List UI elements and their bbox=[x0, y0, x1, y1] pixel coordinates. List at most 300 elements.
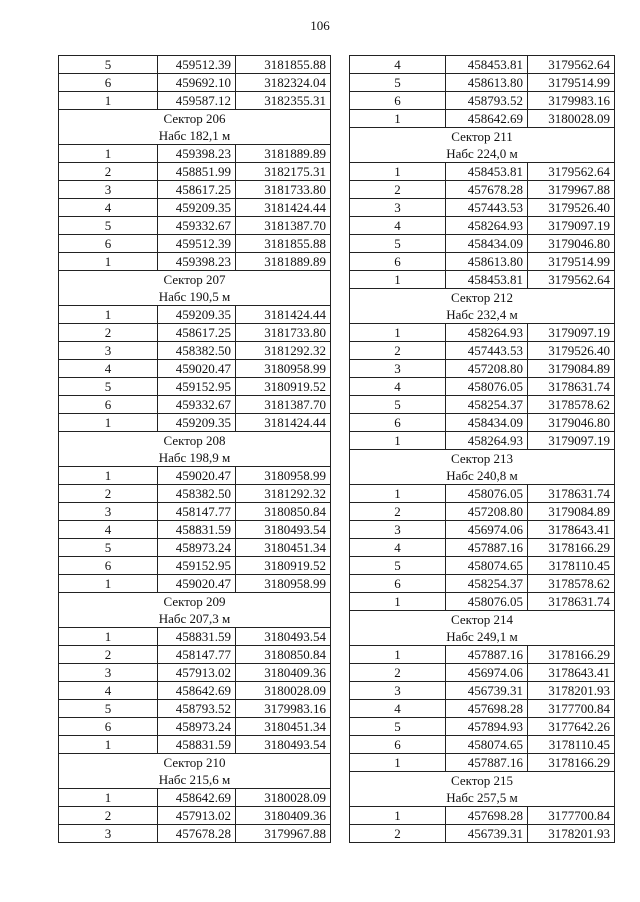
point-number-cell: 3 bbox=[59, 664, 158, 682]
table-row bbox=[59, 718, 331, 736]
y-coordinate-cell: 3181424.44 bbox=[236, 414, 331, 432]
x-coordinate-cell: 457698.28 bbox=[446, 807, 528, 825]
height-label-row bbox=[59, 288, 331, 306]
table-row bbox=[59, 521, 331, 539]
point-number-cell: 6 bbox=[350, 414, 446, 432]
x-coordinate-cell: 458831.59 bbox=[158, 628, 236, 646]
height-label: Набс 190,5 м bbox=[59, 288, 331, 306]
x-coordinate-cell: 458434.09 bbox=[446, 235, 528, 253]
point-number-cell: 4 bbox=[350, 378, 446, 396]
table-row bbox=[59, 700, 331, 718]
y-coordinate-cell: 3179046.80 bbox=[528, 414, 615, 432]
x-coordinate-cell: 458076.05 bbox=[446, 593, 528, 611]
point-number-cell: 3 bbox=[59, 825, 158, 843]
x-coordinate-cell: 458264.93 bbox=[446, 432, 528, 450]
table-row bbox=[59, 628, 331, 646]
sector-title: Сектор 208 bbox=[59, 432, 331, 450]
table-row bbox=[59, 485, 331, 503]
x-coordinate-cell: 456739.31 bbox=[446, 825, 528, 843]
x-coordinate-cell: 458973.24 bbox=[158, 718, 236, 736]
height-label-row bbox=[350, 789, 615, 807]
x-coordinate-cell: 458973.24 bbox=[158, 539, 236, 557]
y-coordinate-cell: 3179967.88 bbox=[236, 825, 331, 843]
table-row bbox=[350, 807, 615, 825]
table-row bbox=[59, 378, 331, 396]
point-number-cell: 2 bbox=[350, 181, 446, 199]
y-coordinate-cell: 3181292.32 bbox=[236, 342, 331, 360]
table-row bbox=[59, 682, 331, 700]
table-row bbox=[350, 825, 615, 843]
table-row bbox=[350, 664, 615, 682]
table-row bbox=[350, 485, 615, 503]
point-number-cell: 6 bbox=[59, 396, 158, 414]
y-coordinate-cell: 3181733.80 bbox=[236, 181, 331, 199]
point-number-cell: 3 bbox=[59, 503, 158, 521]
y-coordinate-cell: 3179514.99 bbox=[528, 74, 615, 92]
x-coordinate-cell: 459512.39 bbox=[158, 235, 236, 253]
x-coordinate-cell: 457208.80 bbox=[446, 503, 528, 521]
point-number-cell: 2 bbox=[59, 163, 158, 181]
height-label-row bbox=[350, 145, 615, 163]
coordinates-table-left bbox=[58, 55, 331, 843]
x-coordinate-cell: 459587.12 bbox=[158, 92, 236, 110]
height-label-row bbox=[59, 127, 331, 145]
y-coordinate-cell: 3179097.19 bbox=[528, 217, 615, 235]
y-coordinate-cell: 3180919.52 bbox=[236, 378, 331, 396]
point-number-cell: 1 bbox=[59, 789, 158, 807]
x-coordinate-cell: 459152.95 bbox=[158, 557, 236, 575]
table-row bbox=[350, 593, 615, 611]
y-coordinate-cell: 3179983.16 bbox=[236, 700, 331, 718]
y-coordinate-cell: 3180493.54 bbox=[236, 628, 331, 646]
sector-title-row bbox=[350, 128, 615, 146]
x-coordinate-cell: 459020.47 bbox=[158, 360, 236, 378]
point-number-cell: 5 bbox=[59, 539, 158, 557]
table-row bbox=[59, 324, 331, 342]
table-row bbox=[350, 235, 615, 253]
x-coordinate-cell: 457913.02 bbox=[158, 664, 236, 682]
y-coordinate-cell: 3178631.74 bbox=[528, 485, 615, 503]
table-row bbox=[59, 360, 331, 378]
point-number-cell: 5 bbox=[59, 56, 158, 74]
table-row bbox=[59, 646, 331, 664]
table-row bbox=[59, 467, 331, 485]
y-coordinate-cell: 3180850.84 bbox=[236, 646, 331, 664]
x-coordinate-cell: 458074.65 bbox=[446, 557, 528, 575]
x-coordinate-cell: 458147.77 bbox=[158, 646, 236, 664]
table-row bbox=[350, 360, 615, 378]
table-row bbox=[59, 181, 331, 199]
table-row bbox=[59, 217, 331, 235]
page-number: 106 bbox=[310, 18, 330, 33]
point-number-cell: 1 bbox=[59, 306, 158, 324]
y-coordinate-cell: 3179967.88 bbox=[528, 181, 615, 199]
height-label-row bbox=[350, 467, 615, 485]
y-coordinate-cell: 3182175.31 bbox=[236, 163, 331, 181]
point-number-cell: 1 bbox=[350, 593, 446, 611]
x-coordinate-cell: 458453.81 bbox=[446, 56, 528, 74]
table-row bbox=[59, 56, 331, 74]
point-number-cell: 1 bbox=[350, 485, 446, 503]
sector-title: Сектор 212 bbox=[350, 289, 615, 307]
point-number-cell: 5 bbox=[350, 718, 446, 736]
table-row bbox=[350, 163, 615, 181]
sector-title-row bbox=[59, 754, 331, 772]
x-coordinate-cell: 457698.28 bbox=[446, 700, 528, 718]
y-coordinate-cell: 3181424.44 bbox=[236, 306, 331, 324]
x-coordinate-cell: 457443.53 bbox=[446, 199, 528, 217]
table-row bbox=[350, 700, 615, 718]
x-coordinate-cell: 457913.02 bbox=[158, 807, 236, 825]
height-label: Набс 232,4 м bbox=[350, 306, 615, 324]
sector-title: Сектор 215 bbox=[350, 772, 615, 790]
height-label: Набс 257,5 м bbox=[350, 789, 615, 807]
table-row bbox=[59, 575, 331, 593]
point-number-cell: 4 bbox=[350, 56, 446, 74]
point-number-cell: 1 bbox=[59, 467, 158, 485]
x-coordinate-cell: 458831.59 bbox=[158, 736, 236, 754]
y-coordinate-cell: 3182355.31 bbox=[236, 92, 331, 110]
x-coordinate-cell: 457443.53 bbox=[446, 342, 528, 360]
table-row bbox=[350, 682, 615, 700]
point-number-cell: 6 bbox=[350, 575, 446, 593]
point-number-cell: 5 bbox=[350, 74, 446, 92]
sector-title: Сектор 210 bbox=[59, 754, 331, 772]
x-coordinate-cell: 459020.47 bbox=[158, 575, 236, 593]
point-number-cell: 3 bbox=[350, 199, 446, 217]
table-row bbox=[350, 575, 615, 593]
x-coordinate-cell: 459512.39 bbox=[158, 56, 236, 74]
x-coordinate-cell: 459020.47 bbox=[158, 467, 236, 485]
sector-title: Сектор 206 bbox=[59, 110, 331, 128]
y-coordinate-cell: 3180451.34 bbox=[236, 539, 331, 557]
y-coordinate-cell: 3178578.62 bbox=[528, 396, 615, 414]
y-coordinate-cell: 3178631.74 bbox=[528, 593, 615, 611]
point-number-cell: 1 bbox=[350, 324, 446, 342]
table-row bbox=[350, 557, 615, 575]
x-coordinate-cell: 457678.28 bbox=[158, 825, 236, 843]
table-row bbox=[350, 396, 615, 414]
table-row bbox=[350, 56, 615, 74]
table-row bbox=[59, 163, 331, 181]
point-number-cell: 4 bbox=[350, 700, 446, 718]
y-coordinate-cell: 3178166.29 bbox=[528, 754, 615, 772]
point-number-cell: 5 bbox=[59, 217, 158, 235]
y-coordinate-cell: 3178643.41 bbox=[528, 521, 615, 539]
x-coordinate-cell: 458617.25 bbox=[158, 181, 236, 199]
table-row bbox=[350, 539, 615, 557]
point-number-cell: 5 bbox=[59, 378, 158, 396]
x-coordinate-cell: 459152.95 bbox=[158, 378, 236, 396]
point-number-cell: 1 bbox=[350, 110, 446, 128]
height-label-row bbox=[59, 449, 331, 467]
table-row bbox=[350, 503, 615, 521]
table-row bbox=[59, 396, 331, 414]
point-number-cell: 1 bbox=[59, 628, 158, 646]
point-number-cell: 2 bbox=[59, 324, 158, 342]
x-coordinate-cell: 458434.09 bbox=[446, 414, 528, 432]
table-row bbox=[59, 503, 331, 521]
x-coordinate-cell: 458613.80 bbox=[446, 74, 528, 92]
point-number-cell: 4 bbox=[59, 199, 158, 217]
table-row bbox=[59, 74, 331, 92]
sector-title: Сектор 211 bbox=[350, 128, 615, 146]
point-number-cell: 2 bbox=[59, 807, 158, 825]
table-row bbox=[350, 646, 615, 664]
y-coordinate-cell: 3179084.89 bbox=[528, 360, 615, 378]
point-number-cell: 1 bbox=[350, 646, 446, 664]
table-row bbox=[350, 181, 615, 199]
table-row bbox=[350, 754, 615, 772]
y-coordinate-cell: 3181387.70 bbox=[236, 396, 331, 414]
x-coordinate-cell: 458254.37 bbox=[446, 396, 528, 414]
y-coordinate-cell: 3180028.09 bbox=[528, 110, 615, 128]
y-coordinate-cell: 3178631.74 bbox=[528, 378, 615, 396]
sector-title-row bbox=[350, 450, 615, 468]
y-coordinate-cell: 3179514.99 bbox=[528, 253, 615, 271]
x-coordinate-cell: 458453.81 bbox=[446, 163, 528, 181]
point-number-cell: 2 bbox=[59, 646, 158, 664]
y-coordinate-cell: 3178201.93 bbox=[528, 682, 615, 700]
table-row bbox=[350, 718, 615, 736]
point-number-cell: 6 bbox=[59, 718, 158, 736]
table-row bbox=[350, 110, 615, 128]
sector-title: Сектор 213 bbox=[350, 450, 615, 468]
table-row bbox=[350, 324, 615, 342]
table-row bbox=[350, 92, 615, 110]
table-row bbox=[59, 539, 331, 557]
x-coordinate-cell: 456739.31 bbox=[446, 682, 528, 700]
x-coordinate-cell: 458074.65 bbox=[446, 736, 528, 754]
y-coordinate-cell: 3178110.45 bbox=[528, 557, 615, 575]
sector-title: Сектор 207 bbox=[59, 271, 331, 289]
table-row bbox=[350, 378, 615, 396]
x-coordinate-cell: 457208.80 bbox=[446, 360, 528, 378]
y-coordinate-cell: 3181889.89 bbox=[236, 145, 331, 163]
table-row bbox=[59, 414, 331, 432]
y-coordinate-cell: 3179983.16 bbox=[528, 92, 615, 110]
x-coordinate-cell: 458851.99 bbox=[158, 163, 236, 181]
x-coordinate-cell: 458642.69 bbox=[158, 789, 236, 807]
table-row bbox=[350, 253, 615, 271]
height-label-row bbox=[350, 306, 615, 324]
y-coordinate-cell: 3177700.84 bbox=[528, 700, 615, 718]
coordinates-table-right-body bbox=[350, 56, 615, 843]
table-row bbox=[350, 199, 615, 217]
height-label: Набс 182,1 м bbox=[59, 127, 331, 145]
y-coordinate-cell: 3179526.40 bbox=[528, 199, 615, 217]
point-number-cell: 1 bbox=[59, 92, 158, 110]
table-row bbox=[59, 92, 331, 110]
x-coordinate-cell: 458076.05 bbox=[446, 378, 528, 396]
x-coordinate-cell: 458793.52 bbox=[158, 700, 236, 718]
x-coordinate-cell: 456974.06 bbox=[446, 521, 528, 539]
y-coordinate-cell: 3181387.70 bbox=[236, 217, 331, 235]
point-number-cell: 4 bbox=[350, 217, 446, 235]
table-row bbox=[350, 414, 615, 432]
point-number-cell: 2 bbox=[350, 342, 446, 360]
y-coordinate-cell: 3180493.54 bbox=[236, 521, 331, 539]
x-coordinate-cell: 459209.35 bbox=[158, 414, 236, 432]
y-coordinate-cell: 3179562.64 bbox=[528, 163, 615, 181]
y-coordinate-cell: 3180028.09 bbox=[236, 682, 331, 700]
table-row bbox=[350, 736, 615, 754]
table-row bbox=[59, 807, 331, 825]
table-row bbox=[59, 306, 331, 324]
sector-title: Сектор 214 bbox=[350, 611, 615, 629]
point-number-cell: 3 bbox=[350, 682, 446, 700]
point-number-cell: 3 bbox=[59, 342, 158, 360]
point-number-cell: 6 bbox=[350, 253, 446, 271]
y-coordinate-cell: 3177700.84 bbox=[528, 807, 615, 825]
point-number-cell: 6 bbox=[59, 235, 158, 253]
point-number-cell: 4 bbox=[59, 360, 158, 378]
x-coordinate-cell: 458382.50 bbox=[158, 342, 236, 360]
table-row bbox=[350, 217, 615, 235]
x-coordinate-cell: 459209.35 bbox=[158, 199, 236, 217]
x-coordinate-cell: 459332.67 bbox=[158, 396, 236, 414]
coordinates-table-right bbox=[349, 55, 615, 843]
point-number-cell: 5 bbox=[350, 235, 446, 253]
x-coordinate-cell: 458264.93 bbox=[446, 217, 528, 235]
y-coordinate-cell: 3179084.89 bbox=[528, 503, 615, 521]
point-number-cell: 6 bbox=[59, 74, 158, 92]
y-coordinate-cell: 3178166.29 bbox=[528, 539, 615, 557]
point-number-cell: 5 bbox=[350, 396, 446, 414]
point-number-cell: 6 bbox=[350, 736, 446, 754]
y-coordinate-cell: 3181424.44 bbox=[236, 199, 331, 217]
y-coordinate-cell: 3182324.04 bbox=[236, 74, 331, 92]
table-row bbox=[59, 789, 331, 807]
table-row bbox=[59, 199, 331, 217]
point-number-cell: 1 bbox=[350, 807, 446, 825]
table-row bbox=[350, 432, 615, 450]
sector-title-row bbox=[350, 611, 615, 629]
y-coordinate-cell: 3180409.36 bbox=[236, 807, 331, 825]
table-row bbox=[59, 235, 331, 253]
point-number-cell: 6 bbox=[59, 557, 158, 575]
point-number-cell: 3 bbox=[350, 521, 446, 539]
y-coordinate-cell: 3180958.99 bbox=[236, 575, 331, 593]
height-label: Набс 207,3 м bbox=[59, 610, 331, 628]
table-row bbox=[59, 253, 331, 271]
point-number-cell: 1 bbox=[59, 414, 158, 432]
x-coordinate-cell: 458264.93 bbox=[446, 324, 528, 342]
table-row bbox=[350, 521, 615, 539]
point-number-cell: 3 bbox=[350, 360, 446, 378]
x-coordinate-cell: 458642.69 bbox=[158, 682, 236, 700]
x-coordinate-cell: 459692.10 bbox=[158, 74, 236, 92]
point-number-cell: 1 bbox=[59, 253, 158, 271]
y-coordinate-cell: 3180409.36 bbox=[236, 664, 331, 682]
x-coordinate-cell: 459398.23 bbox=[158, 253, 236, 271]
x-coordinate-cell: 458382.50 bbox=[158, 485, 236, 503]
x-coordinate-cell: 458453.81 bbox=[446, 271, 528, 289]
sector-title-row bbox=[59, 271, 331, 289]
table-row bbox=[350, 342, 615, 360]
point-number-cell: 1 bbox=[59, 575, 158, 593]
x-coordinate-cell: 457894.93 bbox=[446, 718, 528, 736]
y-coordinate-cell: 3179562.64 bbox=[528, 56, 615, 74]
height-label: Набс 215,6 м bbox=[59, 771, 331, 789]
table-row bbox=[59, 342, 331, 360]
sector-title-row bbox=[59, 432, 331, 450]
height-label: Набс 198,9 м bbox=[59, 449, 331, 467]
point-number-cell: 1 bbox=[350, 271, 446, 289]
point-number-cell: 1 bbox=[59, 736, 158, 754]
point-number-cell: 1 bbox=[350, 432, 446, 450]
point-number-cell: 4 bbox=[350, 539, 446, 557]
height-label: Набс 240,8 м bbox=[350, 467, 615, 485]
table-row bbox=[59, 825, 331, 843]
x-coordinate-cell: 458831.59 bbox=[158, 521, 236, 539]
x-coordinate-cell: 458613.80 bbox=[446, 253, 528, 271]
x-coordinate-cell: 456974.06 bbox=[446, 664, 528, 682]
y-coordinate-cell: 3180850.84 bbox=[236, 503, 331, 521]
point-number-cell: 2 bbox=[350, 664, 446, 682]
sector-title-row bbox=[59, 110, 331, 128]
y-coordinate-cell: 3181855.88 bbox=[236, 235, 331, 253]
y-coordinate-cell: 3179562.64 bbox=[528, 271, 615, 289]
x-coordinate-cell: 458642.69 bbox=[446, 110, 528, 128]
y-coordinate-cell: 3178110.45 bbox=[528, 736, 615, 754]
point-number-cell: 1 bbox=[59, 145, 158, 163]
x-coordinate-cell: 458254.37 bbox=[446, 575, 528, 593]
y-coordinate-cell: 3178643.41 bbox=[528, 664, 615, 682]
x-coordinate-cell: 458076.05 bbox=[446, 485, 528, 503]
point-number-cell: 4 bbox=[59, 521, 158, 539]
point-number-cell: 2 bbox=[59, 485, 158, 503]
y-coordinate-cell: 3178166.29 bbox=[528, 646, 615, 664]
y-coordinate-cell: 3181733.80 bbox=[236, 324, 331, 342]
x-coordinate-cell: 457887.16 bbox=[446, 754, 528, 772]
x-coordinate-cell: 459332.67 bbox=[158, 217, 236, 235]
y-coordinate-cell: 3180958.99 bbox=[236, 467, 331, 485]
point-number-cell: 4 bbox=[59, 682, 158, 700]
sector-title: Сектор 209 bbox=[59, 593, 331, 611]
sector-title-row bbox=[59, 593, 331, 611]
height-label-row bbox=[350, 628, 615, 646]
point-number-cell: 1 bbox=[350, 163, 446, 181]
table-row bbox=[59, 736, 331, 754]
x-coordinate-cell: 458617.25 bbox=[158, 324, 236, 342]
table-row bbox=[59, 557, 331, 575]
x-coordinate-cell: 457887.16 bbox=[446, 646, 528, 664]
y-coordinate-cell: 3180919.52 bbox=[236, 557, 331, 575]
sector-title-row bbox=[350, 772, 615, 790]
point-number-cell: 3 bbox=[59, 181, 158, 199]
x-coordinate-cell: 459209.35 bbox=[158, 306, 236, 324]
point-number-cell: 5 bbox=[350, 557, 446, 575]
y-coordinate-cell: 3181855.88 bbox=[236, 56, 331, 74]
y-coordinate-cell: 3179097.19 bbox=[528, 324, 615, 342]
point-number-cell: 2 bbox=[350, 825, 446, 843]
point-number-cell: 1 bbox=[350, 754, 446, 772]
y-coordinate-cell: 3178578.62 bbox=[528, 575, 615, 593]
point-number-cell: 2 bbox=[350, 503, 446, 521]
y-coordinate-cell: 3179526.40 bbox=[528, 342, 615, 360]
point-number-cell: 6 bbox=[350, 92, 446, 110]
point-number-cell: 5 bbox=[59, 700, 158, 718]
height-label-row bbox=[59, 610, 331, 628]
height-label: Набс 249,1 м bbox=[350, 628, 615, 646]
sector-title-row bbox=[350, 289, 615, 307]
table-row bbox=[350, 271, 615, 289]
y-coordinate-cell: 3178201.93 bbox=[528, 825, 615, 843]
x-coordinate-cell: 458147.77 bbox=[158, 503, 236, 521]
table-row bbox=[350, 74, 615, 92]
table-row bbox=[59, 664, 331, 682]
